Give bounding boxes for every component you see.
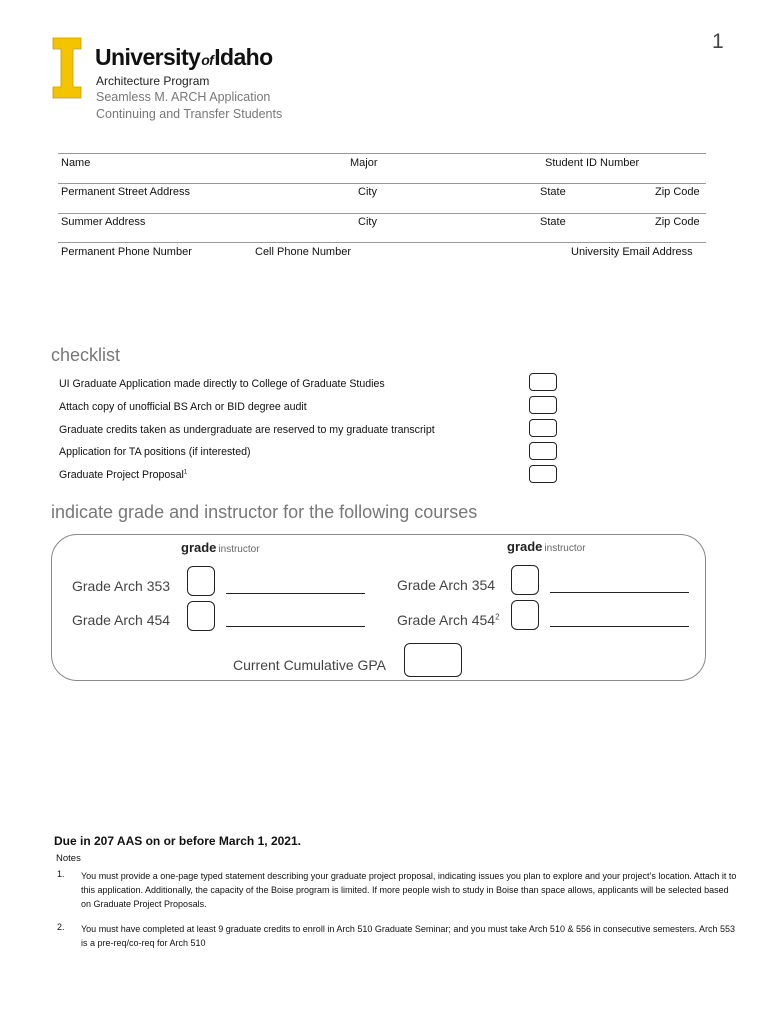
grade-box[interactable] — [511, 565, 539, 595]
field-rule — [58, 242, 706, 243]
gpa-label: Current Cumulative GPA — [233, 657, 387, 673]
note-text: You must have completed at least 9 graduate credits to enroll in Arch 510 Graduate Seminar; and you must take Arch 510 & 556 in consecutive semesters. Arch 553 is a pre-req/co-req for Arch 510 — [81, 924, 736, 948]
state-field-label: State — [540, 186, 566, 198]
checklist-checkbox[interactable] — [529, 419, 557, 437]
checklist-item: Graduate Project Proposal$^1$ — [59, 469, 188, 481]
checklist-item: Graduate credits taken as undergraduate are reserved to my graduate transcript — [59, 424, 435, 436]
university-name: UniversityofIdaho — [95, 44, 273, 70]
note-text: You must provide a one-page typed statement describing your graduate project proposal, indicating issues you plan to explore and your project’s location. Attach it to this application. Additionally, the capacity of the Boise program is limited. If more people wish to study in Boise than space allows, applicants will be selected based on Graduate Project Proposals. — [81, 871, 737, 909]
checklist-heading: checklist — [51, 345, 121, 365]
course-label-arch-454-b: Grade Arch $454^2$ — [397, 612, 500, 628]
due-date: Due in 207 AAS on or before March 1, 2021. — [54, 834, 301, 848]
note-number: 2. — [57, 922, 65, 932]
checklist-checkbox[interactable] — [529, 442, 557, 460]
courses-heading: indicate grade and instructor for the following courses — [51, 502, 478, 522]
instructor-line[interactable] — [550, 626, 689, 627]
instructor-line[interactable] — [550, 592, 689, 593]
grade-box[interactable] — [187, 601, 215, 631]
grade-box[interactable] — [187, 566, 215, 596]
checklist-checkbox[interactable] — [529, 373, 557, 391]
course-label-arch-454: Grade Arch 454 — [72, 612, 171, 628]
city-field-label: City — [358, 186, 377, 198]
checklist-item: UI Graduate Application made directly to College of Graduate Studies — [59, 378, 385, 390]
course-label-arch-353: Grade Arch 353 — [72, 578, 171, 594]
document-title: Seamless M. ARCH Application — [96, 90, 271, 104]
checklist-item: Application for TA positions (if interested) — [59, 446, 251, 458]
email-field-label: University Email Address — [571, 246, 693, 258]
grade-column-header: grade instructor — [181, 540, 260, 555]
checklist-item: Attach copy of unofficial BS Arch or BID degree audit — [59, 401, 307, 413]
grade-box[interactable] — [511, 600, 539, 630]
zip-field-label: Zip Code — [655, 216, 700, 228]
summer-address-field-label: Summer Address — [61, 216, 146, 228]
cell-phone-field-label: Cell Phone Number — [255, 246, 351, 258]
document-subtitle: Continuing and Transfer Students — [96, 107, 283, 121]
state-field-label: State — [540, 216, 566, 228]
field-rule — [58, 153, 706, 154]
grade-column-header: grade instructor — [507, 539, 586, 554]
notes-label: Notes — [56, 853, 81, 864]
city-field-label: City — [358, 216, 377, 228]
field-rule — [58, 213, 706, 214]
course-label-arch-354: Grade Arch 354 — [397, 577, 496, 593]
note-number: 1. — [57, 869, 65, 879]
student-id-field-label: Student ID Number — [545, 157, 640, 169]
university-logo-icon — [52, 37, 82, 99]
gpa-box[interactable] — [404, 643, 462, 677]
instructor-line[interactable] — [226, 593, 365, 594]
page-number: 1 — [712, 30, 724, 53]
name-field-label: Name — [61, 157, 91, 169]
field-rule — [58, 183, 706, 184]
checklist-checkbox[interactable] — [529, 396, 557, 414]
program-name: Architecture Program — [96, 74, 210, 88]
zip-field-label: Zip Code — [655, 186, 700, 198]
street-address-field-label: Permanent Street Address — [61, 186, 191, 198]
permanent-phone-field-label: Permanent Phone Number — [61, 246, 192, 258]
major-field-label: Major — [350, 157, 378, 169]
checklist-checkbox[interactable] — [529, 465, 557, 483]
instructor-line[interactable] — [226, 626, 365, 627]
